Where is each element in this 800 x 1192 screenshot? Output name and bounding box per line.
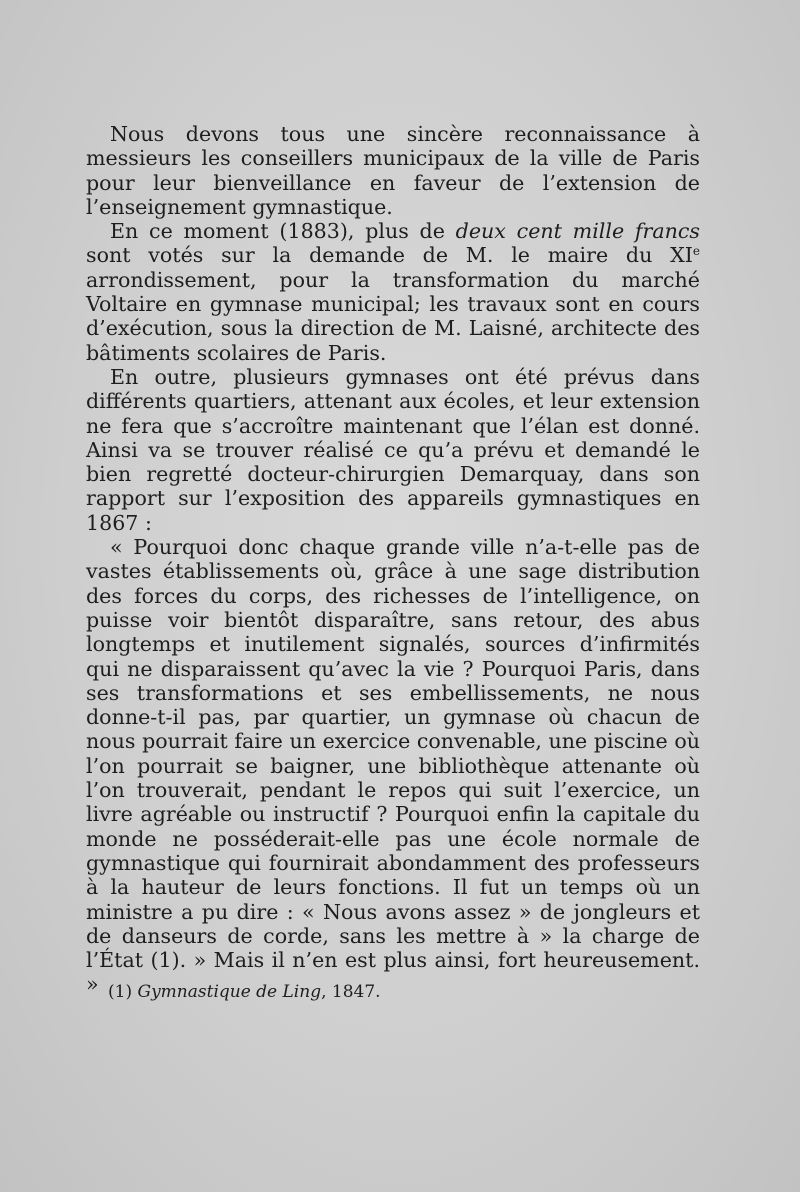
footnote bbox=[108, 980, 668, 1004]
amount-italic: deux cent mille francs bbox=[455, 219, 700, 244]
paragraph-2-middle: sont votés sur la demande de M. le maire du XI bbox=[86, 243, 693, 268]
paragraph-2 bbox=[86, 219, 700, 365]
footnote-title: Gymnastique de Ling bbox=[137, 982, 322, 1002]
paragraph-4-quote: « Pourquoi donc chaque grande ville n’a-t-elle pas de vastes établissements où, grâce à une sage distribution des forces du corps, des richesses de l’intelligence, on puisse voir bientôt disparaître, sans retour, des abus longtemps et inutilement signalés, sources d’infirmités qui ne disparaissent qu’avec la vie ? Pourquoi Paris, dans ses transformations et ses embellissements, ne nous donne-t-il pas, par quartier, un gymnase où chacun de nous pourrait faire un exercice convenable, une piscine où l’on pourrait se baigner, une bibliothèque attenante où l’on trouverait, pendant le repos qui suit l’exercice, un livre agréable ou instructif ? Pourquoi enfin la capitale du monde ne posséderait-elle pas une école normale de gymnastique qui fournirait abondamment des professeurs à la hauteur de leurs fonctions. Il fut un temps où un ministre a pu dire : « Nous avons assez » de jongleurs et de danseurs de corde, sans les mettre à » la charge de l’État (1). » Mais il n’en est plus ainsi, fort heureusement. » bbox=[86, 535, 700, 997]
paragraph-2-end: arrondissement, pour la transformation du marché Voltaire en gymnase municipal; les travaux sont en cours d’exécution, sous la direction de M. Laisné, architecte des bâtiments scolaires de Paris. bbox=[86, 267, 700, 365]
ordinal-superscript: e bbox=[692, 244, 700, 259]
footnote-year: , 1847. bbox=[321, 982, 381, 1002]
footnote-marker: (1) bbox=[108, 982, 133, 1002]
paragraph-3: En outre, plusieurs gymnases ont été prévus dans différents quartiers, attenant aux écoles, et leur extension ne fera que s’accroître maintenant que l’élan est donné. Ainsi va se trouver réalisé ce qu’a prévu et demandé le bien regretté docteur-chirurgien Demarquay, dans son rapport sur l’exposition des appareils gymnastiques en 1867 : bbox=[86, 364, 700, 535]
paragraph-2-start: En ce moment (1883), plus de bbox=[110, 219, 456, 244]
body-text bbox=[86, 122, 700, 997]
paragraph-1: Nous devons tous une sincère reconnaissance à messieurs les conseillers municipaux de la ville de Paris pour leur bienveillance en faveur de l’extension de l’enseignement gymnastique. bbox=[86, 122, 700, 219]
